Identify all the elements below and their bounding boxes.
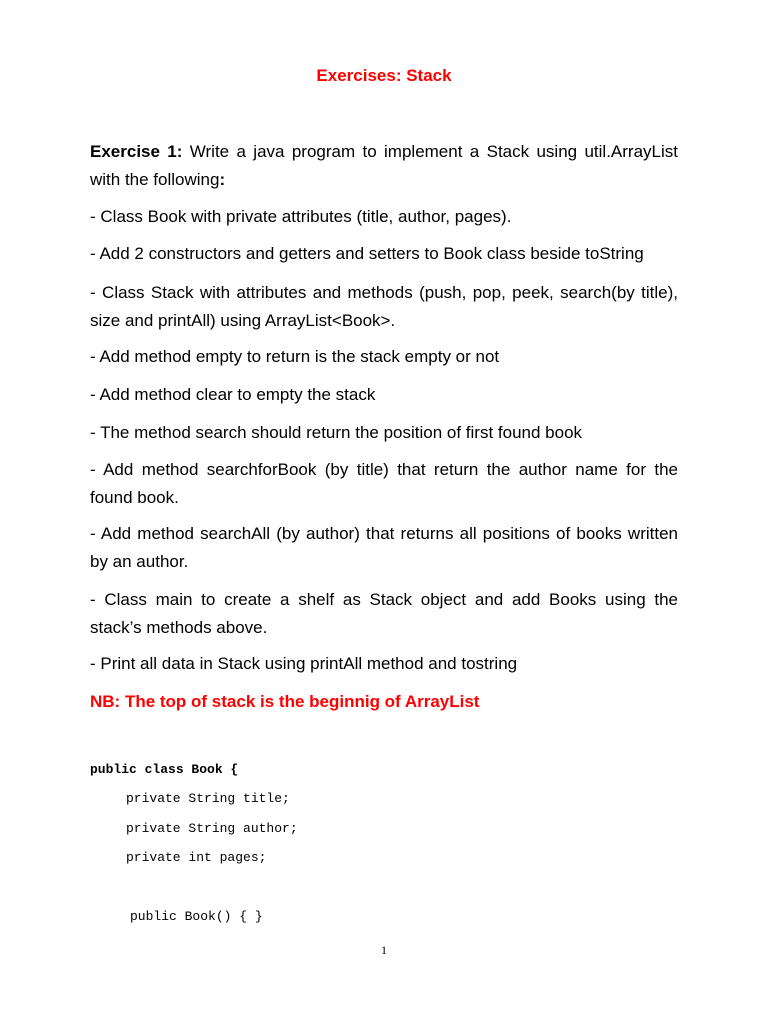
list-item: - Class Stack with attributes and methods (push, pop, peek, search(by title), size and printAll) using ArrayList<Book>.: [90, 283, 678, 330]
list-item: - Class main to create a shelf as Stack object and add Books using the stack’s methods above.: [90, 590, 678, 637]
code-field-pages: private int pages;: [126, 850, 267, 865]
exercise-intro-colon: :: [219, 170, 226, 189]
note-text: NB: The top of stack is the beginnig of ArrayList: [90, 692, 480, 711]
list-item: - Add method searchforBook (by title) that return the author name for the found book.: [90, 460, 678, 507]
list-item: - The method search should return the position of first found book: [90, 423, 583, 442]
list-item: - Add method empty to return is the stack empty or not: [90, 347, 500, 366]
code-constructor: public Book() { }: [130, 909, 263, 924]
page-number: 1: [381, 943, 387, 957]
list-item: - Add method searchAll (by author) that returns all positions of books written by an author.: [90, 524, 678, 571]
code-field-author: private String author;: [126, 821, 298, 836]
exercise-intro-text: Write a java program to implement a Stack using util.ArrayList with the following: [90, 142, 678, 189]
list-item: - Class Book with private attributes (title, author, pages).: [90, 207, 512, 226]
exercise-intro: [90, 138, 678, 194]
exercise-label: Exercise 1:: [90, 142, 183, 161]
code-class-declaration: public class Book {: [90, 762, 239, 777]
code-field-title: private String title;: [126, 791, 290, 806]
list-item: - Print all data in Stack using printAll method and tostring: [90, 654, 518, 673]
page-title: Exercises: Stack: [316, 66, 452, 85]
list-item: - Add method clear to empty the stack: [90, 385, 376, 404]
list-item: - Add 2 constructors and getters and setters to Book class beside toString: [90, 244, 644, 263]
